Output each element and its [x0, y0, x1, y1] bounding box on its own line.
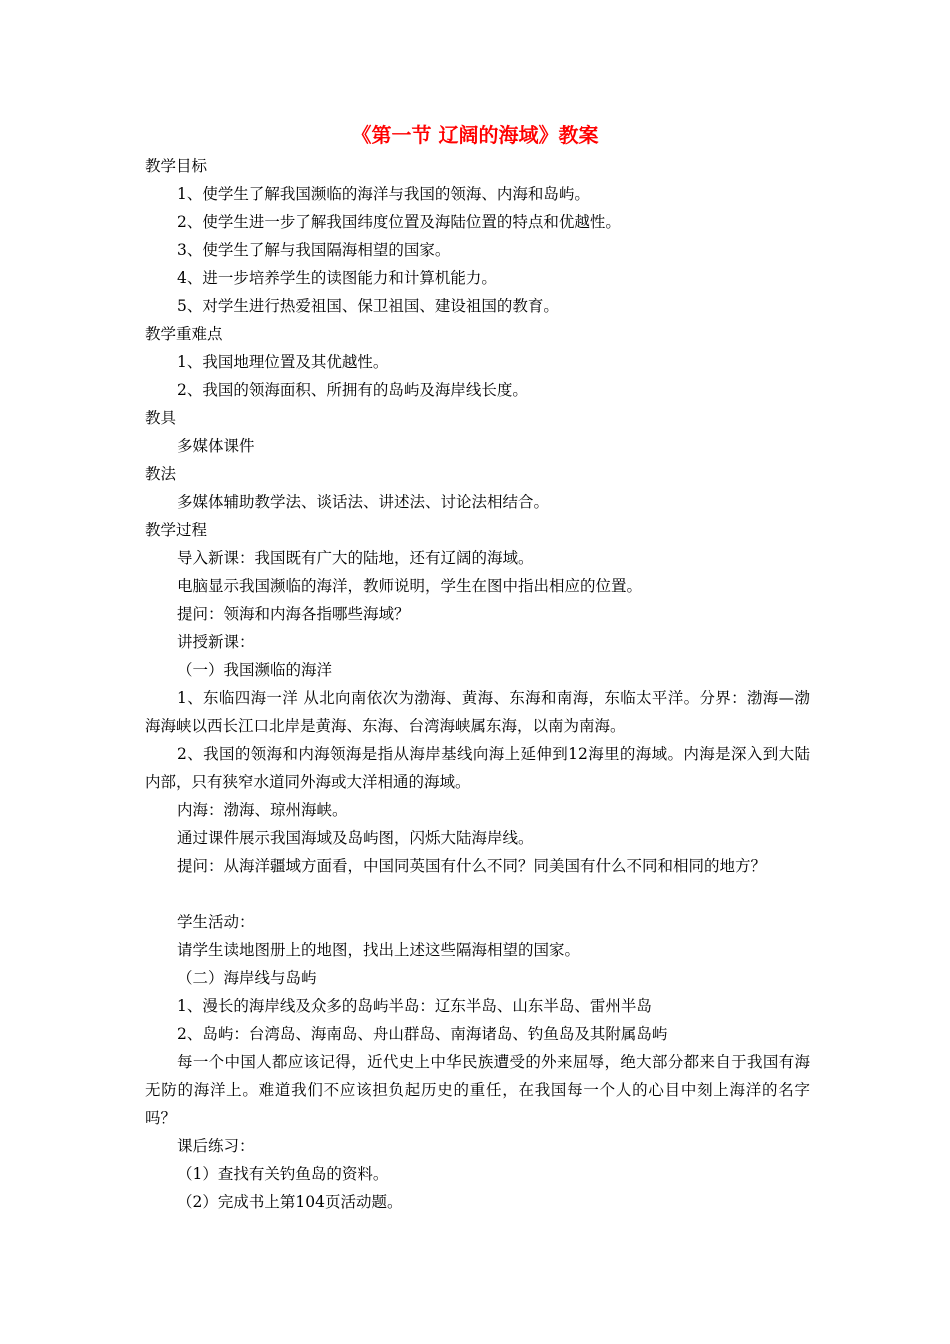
homework-item: （2）完成书上第104页活动题。 — [177, 1193, 403, 1211]
reflection-paragraph: 每一个中国人都应该记得，近代史上中华民族遭受的外来屈辱，绝大部分都来自于我国有海无防的海洋上。难道我们不应该担负起历史的重任，在我国每一个人的心目中刻上海洋的名字吗？ — [145, 1053, 810, 1127]
process-computer-show: 电脑显示我国濒临的海洋，教师说明，学生在图中指出相应的位置。 — [177, 577, 643, 595]
objective-item: 1、使学生了解我国濒临的海洋与我国的领海、内海和岛屿。 — [177, 185, 590, 203]
process-intro: 导入新课：我国既有广大的陆地，还有辽阔的海域。 — [177, 549, 534, 567]
objective-item: 4、进一步培养学生的读图能力和计算机能力。 — [177, 269, 497, 287]
part2-heading: （二）海岸线与岛屿 — [177, 969, 317, 987]
process-question-2: 提问：从海洋疆域方面看，中国同英国有什么不同？同美国有什么不同和相同的地方？ — [177, 857, 767, 875]
homework-item: （1）查找有关钓鱼岛的资料。 — [177, 1165, 389, 1183]
objective-item: 3、使学生了解与我国隔海相望的国家。 — [177, 241, 451, 259]
activity-heading: 学生活动： — [177, 913, 255, 931]
objective-item: 5、对学生进行热爱祖国、保卫祖国、建设祖国的教育。 — [177, 297, 559, 315]
objective-item: 2、使学生进一步了解我国纬度位置及海陆位置的特点和优越性。 — [177, 213, 621, 231]
part1-heading: （一）我国濒临的海洋 — [177, 661, 333, 679]
methods-heading: 教法 — [145, 465, 177, 483]
part1-item-1: 1、东临四海一洋 从北向南依次为渤海、黄海、东海和南海，东临太平洋。分界：渤海—渤海海峡以西长江口北岸是黄海、东海、台湾海峡属东海，以南为南海。 — [145, 689, 810, 735]
document-body — [145, 152, 810, 1216]
key-point-item: 1、我国地理位置及其优越性。 — [177, 353, 389, 371]
document-title: 《第一节 辽阔的海域》教案 — [351, 123, 599, 147]
part2-item-2: 2、岛屿：台湾岛、海南岛、舟山群岛、南海诸岛、钓鱼岛及其附属岛屿 — [177, 1025, 668, 1043]
inner-sea-text: 内海：渤海、琼州海峡。 — [177, 801, 348, 819]
homework-heading: 课后练习： — [177, 1137, 255, 1155]
part2-item-1: 1、漫长的海岸线及众多的岛屿半岛：辽东半岛、山东半岛、雷州半岛 — [177, 997, 652, 1015]
courseware-text: 通过课件展示我国海域及岛屿图，闪烁大陆海岸线。 — [177, 829, 534, 847]
process-heading: 教学过程 — [145, 521, 208, 539]
key-point-item: 2、我国的领海面积、所拥有的岛屿及海岸线长度。 — [177, 381, 528, 399]
objectives-heading: 教学目标 — [145, 157, 208, 175]
blank-line — [145, 880, 810, 908]
tools-heading: 教具 — [145, 409, 177, 427]
key-points-heading: 教学重难点 — [145, 325, 223, 343]
tools-text: 多媒体课件 — [177, 437, 255, 455]
activity-text: 请学生读地图册上的地图，找出上述这些隔海相望的国家。 — [177, 941, 581, 959]
process-question-1: 提问：领海和内海各指哪些海域？ — [177, 605, 410, 623]
part1-item-2: 2、我国的领海和内海领海是指从海岸基线向海上延伸到12海里的海域。内海是深入到大陆内部，只有狭窄水道同外海或大洋相通的海域。 — [145, 745, 810, 791]
process-new-lesson: 讲授新课： — [177, 633, 255, 651]
methods-text: 多媒体辅助教学法、谈话法、讲述法、讨论法相结合。 — [177, 493, 550, 511]
